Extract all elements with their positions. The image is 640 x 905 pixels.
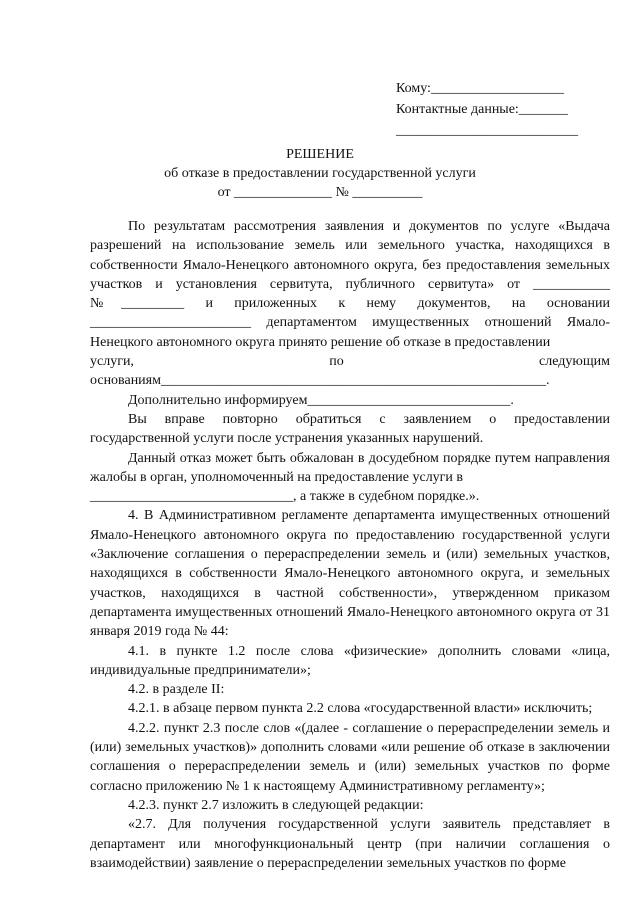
document-body (90, 217, 610, 873)
word-services: услуги, (90, 354, 134, 370)
paragraph-appeal: Данный отказ может быть обжалован в досудебном порядке путем направления жалобы в орган, уполномоченный на предоставление услуги в (90, 450, 610, 485)
paragraph-item-4-2-3: 4.2.3. пункт 2.7 изложить в следующей редакции: (128, 797, 424, 813)
decision-subtitle: об отказе в предоставлении государственной услуги (164, 166, 476, 181)
decision-title-block (0, 145, 640, 202)
addressee-block (396, 78, 606, 141)
paragraph-item-4-2-2: 4.2.2. пункт 2.3 после слов «(далее - соглашение о перераспределении земель и (или) земельных участков)» дополнить словами «или решение об отказе в заключении соглашения о перераспределении земель и (или) земельных участков по форме согласно приложению № 1 к настоящему Административному регламенту»; (90, 720, 610, 794)
paragraph-reapply: Вы вправе повторно обратиться с заявлением о предоставлении государственной услуги после устранения указанных нарушений. (90, 411, 610, 447)
paragraph-review-results: По результатам рассмотрения заявления и документов по услуге «Выдача разрешений на использование земель или земельного участка, находящихся в собственности Ямало-Ненецкого автономного округа, без предоставления земельных участков и установления сервитута, публичного сервитута» от ___________ №_________ и приложенных к нему документов, на основании _______________________ департаментом имущественных отношений Ямало-Ненецкого автономного округа принято решение об отказе в предоставлении (90, 219, 610, 350)
word-by: по (329, 354, 344, 370)
paragraph-item-4-1: 4.1. в пункте 1.2 после слова «физические» дополнить словами «лица, индивидуальные предприниматели»; (90, 643, 610, 678)
paragraph-appeal-end: _____________________________, а также в судебном порядке.». (90, 489, 480, 505)
addressee-blank-line: __________________________ (396, 123, 578, 138)
decision-heading: РЕШЕНИЕ (286, 147, 354, 162)
paragraph-additional-info: Дополнительно информируем_____________________________. (128, 392, 514, 408)
paragraph-review-results-last-line (90, 352, 610, 371)
paragraph-grounds: основаниям_______________________________________________________. (90, 373, 550, 389)
addressee-contacts: Контактные данные:_______ (396, 102, 568, 117)
paragraph-item-4-2-1: 4.2.1. в абзаце первом пункта 2.2 слова «государственной власти» исключить; (128, 701, 593, 717)
addressee-to: Кому:___________________ (396, 81, 564, 96)
word-following: следующим (539, 354, 610, 370)
paragraph-item-4-2: 4.2. в разделе II: (128, 682, 225, 698)
decision-date-line: от ______________ № __________ (217, 185, 423, 200)
paragraph-item-2-7: «2.7. Для получения государственной услуги заявитель представляет в департамент или многофункциональный центр (при наличии соглашения о взаимодействии) заявление о перераспределении земельных участков по форме (90, 817, 610, 871)
paragraph-item-4: 4. В Административном регламенте департамента имущественных отношений Ямало-Ненецкого автономного округа по предоставлению государственной услуги «Заключение соглашения о перераспределении земель и (или) земельных участков, находящихся в собственности Ямало-Ненецкого автономного округа, и земельных участков, находящихся в частной собственности», утвержденном приказом департамента имущественных отношений Ямало-Ненецкого автономного округа от 31 января 2019 года № 44: (90, 508, 610, 640)
